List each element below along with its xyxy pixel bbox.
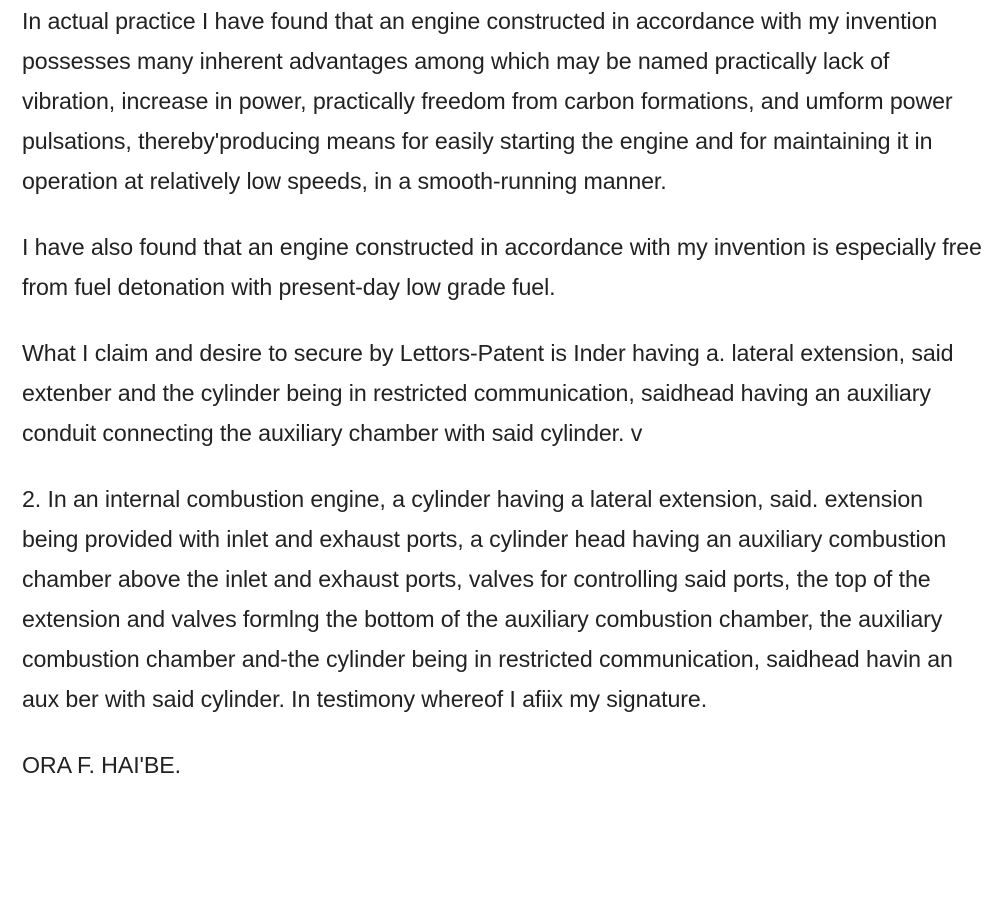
- paragraph-claim-2: 2. In an internal combustion engine, a cylinder having a lateral extension, said. extension being provided with inlet and exhaust ports, a cylinder head having an auxiliary combustion chamber above the inlet and exhaust ports, valves for controlling said ports, the top of the extension and valves formlng the bottom of the auxiliary combustion chamber, the auxiliary combustion chamber and-the cylinder being in restricted communication, saidhead havin an aux ber with said cylinder. In testimony whereof I afiix my signature.: [22, 486, 953, 712]
- paragraph-practice-advantages: In actual practice I have found that an engine constructed in accordance with my invention possesses many inherent advantages among which may be named practically lack of vibration, increase in power, practically freedom from carbon formations, and umform power pulsations, thereby'producing means for easily starting the engine and for maintaining it in operation at relatively low speeds, in a smooth-running manner.: [22, 8, 953, 194]
- paragraph-fuel-detonation: I have also found that an engine constructed in accordance with my invention is especially free from fuel detonation with present-day low grade fuel.: [22, 234, 982, 300]
- signature-name: ORA F. HAI'BE.: [22, 752, 181, 778]
- paragraph-claim-1: What I claim and desire to secure by Lettors-Patent is Inder having a. lateral extension, said extenber and the cylinder being in restricted communication, saidhead having an auxiliary conduit connecting the auxiliary chamber with said cylinder. v: [22, 340, 954, 446]
